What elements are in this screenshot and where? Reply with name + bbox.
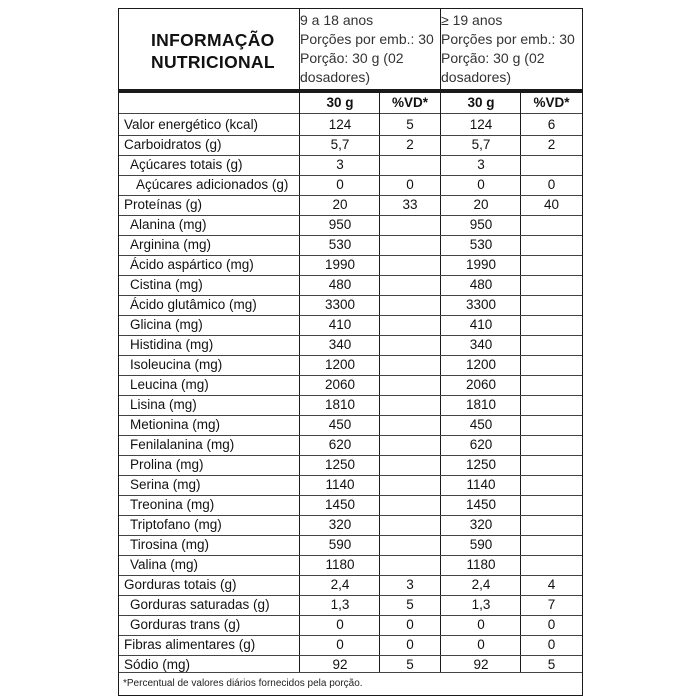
portion-value: 1250 [465, 457, 497, 472]
portion-value: 2060 [465, 377, 497, 392]
dv-value: 6 [547, 117, 556, 132]
portion-value: 620 [328, 437, 352, 452]
nutrient-label: Fibras alimentares (g) [124, 637, 256, 652]
dv-value: 5 [547, 657, 556, 672]
table-row [119, 475, 582, 495]
row-divider [119, 215, 582, 216]
row-divider [119, 435, 582, 436]
table-row [119, 115, 582, 135]
portion-value: 3300 [324, 297, 356, 312]
dv-value: 0 [547, 637, 556, 652]
row-divider [119, 535, 582, 536]
table-row [119, 515, 582, 535]
nutrient-label: Valina (mg) [130, 557, 199, 572]
portion-value: 480 [469, 277, 493, 292]
dv-value [380, 415, 440, 435]
row-divider [119, 255, 582, 256]
footnote: *Percentual de valores diários fornecidos pela porção. [123, 678, 363, 689]
table-row [119, 335, 582, 355]
portion-value: 320 [469, 517, 493, 532]
row-divider [119, 295, 582, 296]
portion-value: 450 [469, 417, 493, 432]
nutrient-label: Metionina (mg) [130, 417, 221, 432]
table-row [119, 595, 582, 615]
row-divider [119, 155, 582, 156]
portion-value: 1450 [324, 497, 356, 512]
nutrient-label: Carboidratos (g) [124, 137, 222, 152]
portion-value: 1,3 [471, 597, 491, 612]
dv-value [380, 215, 440, 235]
nutrient-label: Serina (mg) [130, 477, 201, 492]
dv-value [380, 335, 440, 355]
dv-value [521, 475, 582, 495]
portion-value: 1200 [324, 357, 356, 372]
dv-value [521, 515, 582, 535]
portion-value: 0 [336, 617, 344, 632]
nutrient-label: Gorduras trans (g) [130, 617, 241, 632]
portion-value: 92 [473, 657, 489, 672]
portion-value: 530 [469, 237, 493, 252]
header-servings: Porções por emb.: 30 [441, 31, 575, 47]
portion-value: 5,7 [471, 137, 491, 152]
column-header-portion: 30 g [326, 95, 354, 110]
table-row [119, 135, 582, 155]
row-divider [119, 595, 582, 596]
nutrient-label: Arginina (mg) [130, 237, 212, 252]
row-divider [119, 175, 582, 176]
portion-value: 1450 [465, 497, 497, 512]
dv-value [521, 495, 582, 515]
nutrient-label: Isoleucina (mg) [130, 357, 223, 372]
nutrient-label: Tirosina (mg) [130, 537, 210, 552]
dv-value: 7 [547, 597, 556, 612]
portion-value: 1180 [325, 557, 355, 572]
nutrient-label: Leucina (mg) [130, 377, 209, 392]
dv-value [380, 535, 440, 555]
table-row [119, 655, 582, 675]
portion-value: 1200 [465, 357, 497, 372]
table-row [119, 535, 582, 555]
table-row [119, 375, 582, 395]
dv-value: 5 [406, 117, 414, 132]
dv-value [521, 435, 582, 455]
row-divider [119, 475, 582, 476]
header-group-9-18 [300, 11, 440, 87]
row-divider [119, 315, 582, 316]
portion-value: 0 [477, 617, 485, 632]
dv-value [521, 315, 582, 335]
dv-value [380, 395, 440, 415]
dv-value [380, 355, 440, 375]
table-row [119, 615, 582, 635]
dv-value [380, 255, 440, 275]
table-row [119, 275, 582, 295]
header-age: ≥ 19 anos [441, 12, 503, 28]
dv-value [521, 295, 582, 315]
table-title [151, 29, 275, 73]
dv-value [521, 255, 582, 275]
dv-value [521, 275, 582, 295]
portion-value: 1140 [325, 477, 355, 492]
dv-value [521, 155, 582, 175]
dv-value [521, 395, 582, 415]
dv-value [521, 555, 582, 575]
dv-value [380, 235, 440, 255]
table-row [119, 295, 582, 315]
dv-value [521, 375, 582, 395]
header-group-19-plus [441, 11, 581, 87]
dv-value [521, 335, 582, 355]
table-row [119, 455, 582, 475]
nutrient-label: Açúcares totais (g) [130, 157, 243, 172]
dv-value [521, 455, 582, 475]
table-row [119, 435, 582, 455]
portion-value: 124 [469, 117, 493, 132]
dv-value: 40 [543, 197, 560, 212]
nutrient-label: Alanina (mg) [130, 217, 207, 232]
table-row [119, 315, 582, 335]
row-divider [119, 375, 582, 376]
portion-value: 92 [332, 657, 348, 672]
nutrient-label: Açúcares adicionados (g) [136, 177, 289, 192]
portion-value: 1810 [465, 397, 497, 412]
nutrient-label: Proteínas (g) [124, 197, 203, 212]
nutrient-label: Lisina (mg) [130, 397, 197, 412]
column-header-dv: %VD* [533, 95, 570, 110]
dv-value [521, 415, 582, 435]
dv-value: 0 [547, 617, 556, 632]
portion-value: 1,3 [330, 597, 350, 612]
dv-value [380, 515, 440, 535]
dv-value: 0 [406, 617, 414, 632]
row-divider [119, 275, 582, 276]
row-divider [119, 235, 582, 236]
dv-value [521, 215, 582, 235]
dv-value [380, 155, 440, 175]
row-divider [119, 135, 582, 136]
nutrient-label: Histidina (mg) [130, 337, 214, 352]
table-row [119, 195, 582, 215]
row-divider [119, 515, 582, 516]
dv-value [380, 475, 440, 495]
nutrient-label: Valor energético (kcal) [124, 117, 259, 132]
row-divider [119, 555, 582, 556]
row-divider [119, 615, 582, 616]
nutrient-label: Triptofano (mg) [130, 517, 222, 532]
dv-value [380, 495, 440, 515]
dv-value [380, 295, 440, 315]
header-servings: Porções por emb.: 30 [300, 31, 434, 47]
portion-value: 590 [328, 537, 352, 552]
portion-value: 950 [469, 217, 493, 232]
dv-value: 5 [406, 597, 414, 612]
header-age: 9 a 18 anos [300, 12, 374, 28]
row-divider [119, 355, 582, 356]
portion-value: 2,4 [330, 577, 350, 592]
portion-value: 20 [332, 197, 348, 212]
portion-value: 2060 [324, 377, 356, 392]
portion-value: 3 [477, 157, 485, 172]
row-divider [119, 635, 582, 636]
column-header-dv: %VD* [391, 95, 428, 110]
nutrient-label: Cistina (mg) [130, 277, 203, 292]
portion-value: 530 [328, 237, 352, 252]
dv-value [380, 555, 440, 575]
portion-value: 340 [469, 337, 493, 352]
portion-value: 450 [328, 417, 352, 432]
nutrient-label: Ácido glutâmico (mg) [130, 297, 257, 312]
portion-value: 1250 [324, 457, 356, 472]
dv-value [521, 535, 582, 555]
portion-value: 1990 [324, 257, 356, 272]
dv-value: 5 [406, 657, 414, 672]
dv-value [380, 455, 440, 475]
portion-value: 590 [469, 537, 493, 552]
portion-value: 20 [473, 197, 489, 212]
portion-value: 340 [328, 337, 352, 352]
header-portion: Porção: 30 g (02 dosadores) [300, 50, 404, 85]
dv-value: 4 [547, 577, 556, 592]
portion-value: 620 [469, 437, 493, 452]
table-row [119, 355, 582, 375]
portion-value: 320 [328, 517, 352, 532]
table-row [119, 395, 582, 415]
dv-value: 2 [547, 137, 556, 152]
portion-value: 410 [328, 317, 352, 332]
portion-value: 1990 [465, 257, 497, 272]
portion-value: 1810 [324, 397, 356, 412]
portion-value: 0 [477, 637, 485, 652]
table-row [119, 235, 582, 255]
dv-value: 0 [406, 637, 414, 652]
table-row [119, 255, 582, 275]
nutrient-label: Ácido aspártico (mg) [130, 257, 254, 272]
nutrient-label: Gorduras totais (g) [124, 577, 237, 592]
portion-value: 3300 [465, 297, 497, 312]
dv-value: 0 [547, 177, 556, 192]
row-divider [119, 455, 582, 456]
dv-value: 0 [406, 177, 414, 192]
table-row [119, 575, 582, 595]
dv-value [380, 275, 440, 295]
row-divider [119, 655, 582, 656]
dv-value [380, 315, 440, 335]
row-divider [119, 395, 582, 396]
dv-value [521, 235, 582, 255]
dv-value: 2 [406, 137, 414, 152]
row-divider [119, 575, 582, 576]
portion-value: 0 [336, 177, 344, 192]
title-line-1: INFORMAÇÃO [151, 30, 275, 50]
row-divider [119, 415, 582, 416]
portion-value: 5,7 [330, 137, 350, 152]
nutrient-label: Sódio (mg) [124, 657, 191, 672]
column-header-rule [119, 113, 582, 114]
portion-value: 950 [328, 217, 352, 232]
dv-value: 33 [402, 197, 418, 212]
table-row [119, 495, 582, 515]
row-divider [119, 195, 582, 196]
row-divider [119, 495, 582, 496]
nutrient-label: Prolina (mg) [130, 457, 204, 472]
table-row [119, 215, 582, 235]
dv-value [380, 435, 440, 455]
dv-value [380, 375, 440, 395]
table-row [119, 635, 582, 655]
table-row [119, 155, 582, 175]
portion-value: 0 [477, 177, 485, 192]
portion-value: 480 [328, 277, 352, 292]
table-row [119, 555, 582, 575]
title-line-2: NUTRICIONAL [151, 52, 275, 72]
portion-value: 124 [328, 117, 352, 132]
table-row [119, 175, 582, 195]
dv-value [521, 355, 582, 375]
nutrient-label: Glicina (mg) [130, 317, 203, 332]
dv-value: 3 [406, 577, 414, 592]
nutrient-label: Gorduras saturadas (g) [130, 597, 270, 612]
header-portion: Porção: 30 g (02 dosadores) [441, 50, 545, 85]
portion-value: 0 [336, 637, 344, 652]
portion-value: 1180 [466, 557, 496, 572]
nutrition-facts-table [118, 8, 583, 696]
portion-value: 2,4 [471, 577, 491, 592]
nutrient-label: Treonina (mg) [130, 497, 215, 512]
table-row [119, 415, 582, 435]
row-divider [119, 335, 582, 336]
nutrient-label: Fenilalanina (mg) [130, 437, 235, 452]
portion-value: 410 [469, 317, 493, 332]
portion-value: 3 [336, 157, 344, 172]
portion-value: 1140 [466, 477, 496, 492]
column-header-portion: 30 g [467, 95, 495, 110]
